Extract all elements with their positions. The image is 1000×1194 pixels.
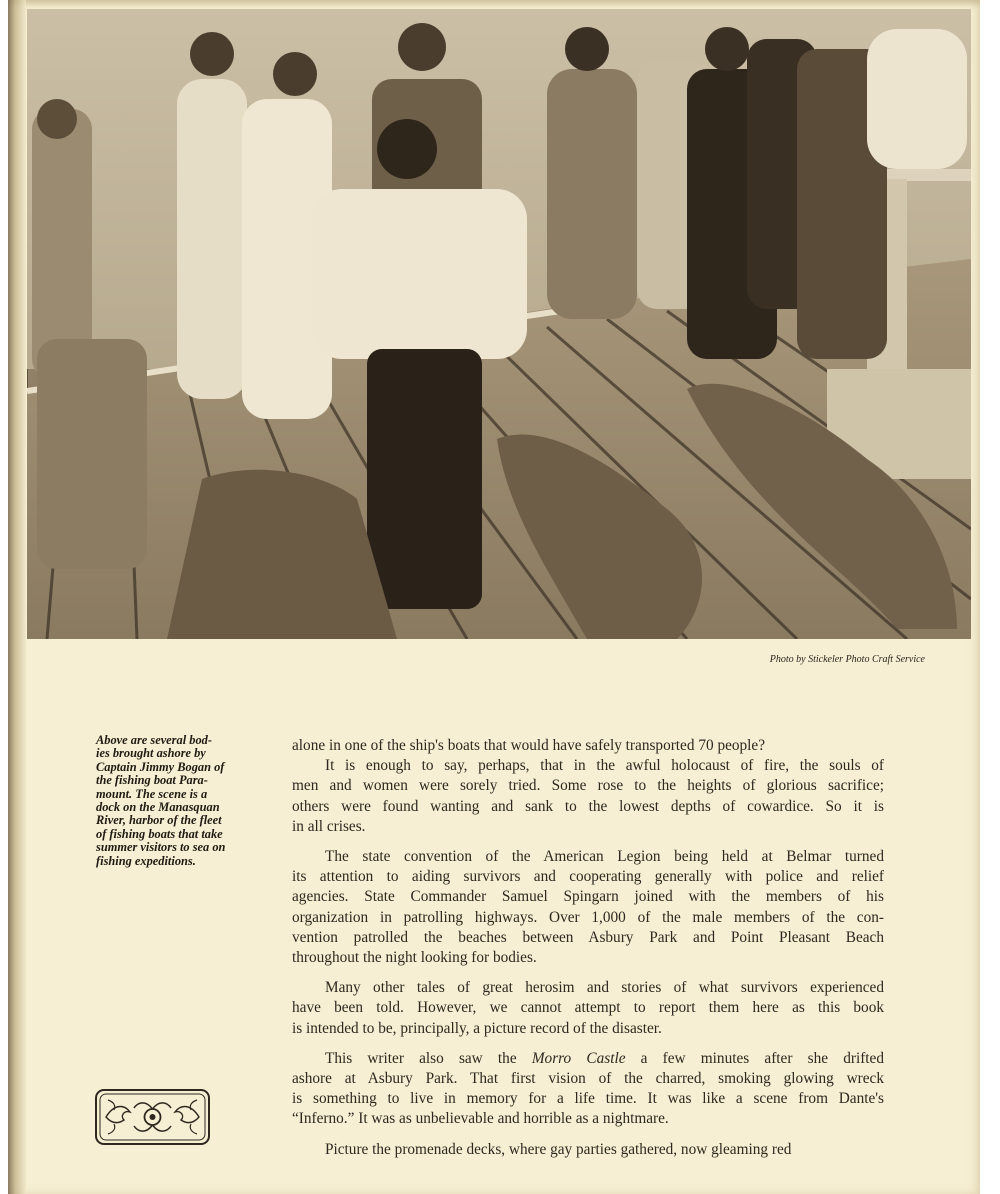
- text-line: ashore at Asbury Park. That first vision of the charred, smoking glowing wreck: [292, 1070, 884, 1088]
- caption-line: dock on the Manasquan: [96, 800, 220, 815]
- caption-line: Above are several bod-: [96, 733, 212, 747]
- text-line: others were found wanting and sank to the lowest depths of cowardice. So it is: [292, 797, 884, 815]
- paragraph-4: [292, 978, 884, 1039]
- text-line: The state convention of the American Legion being held at Belmar turned: [325, 848, 884, 866]
- caption-line: mount. The scene is a: [96, 786, 208, 801]
- text-line: is something to live in memory for a life time. It was like a scene from Dante's: [292, 1090, 884, 1108]
- caption-line: ies brought ashore by: [96, 746, 206, 761]
- text-line: agencies. State Commander Samuel Spingarn joined with the members of his: [292, 888, 884, 906]
- text-line: It is enough to say, perhaps, that in the awful holocaust of fire, the souls of: [325, 757, 884, 775]
- caption-line: fishing expeditions.: [96, 853, 196, 868]
- text-line: vention patrolled the beaches between Asbury Park and Point Pleasant Beach: [292, 928, 884, 946]
- caption-line: of fishing boats that take: [96, 826, 223, 841]
- floral-ornament-icon: [94, 1088, 211, 1146]
- caption-line: Captain Jimmy Bogan of: [96, 759, 225, 774]
- text-line: throughout the night looking for bodies.: [292, 949, 537, 967]
- ship-name: Morro Castle: [531, 1049, 626, 1067]
- text-line: men and women were sorely tried. Some rose to the heights of glorious sacrifice;: [292, 777, 884, 795]
- caption-line: the fishing boat Para-: [96, 773, 208, 788]
- page-binding-shadow: [8, 0, 26, 1194]
- paragraph-3: [292, 847, 884, 968]
- text-line: Picture the promenade decks, where gay parties gathered, now gleaming red: [325, 1140, 792, 1158]
- article-body: [292, 736, 884, 1170]
- text-line: [292, 1049, 884, 1069]
- caption-line: River, harbor of the fleet: [96, 813, 222, 828]
- text-fragment: This writer also saw the: [325, 1049, 532, 1067]
- dock-photograph: [27, 9, 971, 639]
- paragraph-6: [292, 1140, 884, 1160]
- text-line: organization in patrolling highways. Over 1,000 of the male members of the con-: [292, 908, 884, 926]
- paragraph-1: [292, 736, 884, 756]
- text-line: in all crises.: [292, 817, 366, 835]
- page-margin: [980, 0, 1000, 1194]
- caption-line: summer visitors to sea on: [96, 840, 226, 855]
- photo-caption: [96, 734, 256, 868]
- text-line: its attention to aiding survivors and cooperating generally with police and relief: [292, 868, 884, 886]
- text-line: “Inferno.” It was as unbelievable and horrible as a nightmare.: [292, 1110, 669, 1128]
- text-line: is intended to be, principally, a picture record of the disaster.: [292, 1019, 662, 1037]
- paragraph-5: [292, 1049, 884, 1130]
- photo-credit: Photo by Stickeler Photo Craft Service: [769, 654, 925, 665]
- text-line: have been told. However, we cannot attempt to report them here as this book: [292, 999, 884, 1017]
- paragraph-2: [292, 756, 884, 837]
- text-line: alone in one of the ship's boats that would have safely transported 70 people?: [292, 737, 766, 754]
- text-line: Many other tales of great herosim and stories of what survivors experienced: [325, 979, 884, 997]
- text-fragment: a few minutes after she drifted: [625, 1049, 884, 1067]
- dock-scene-illustration: [27, 9, 971, 639]
